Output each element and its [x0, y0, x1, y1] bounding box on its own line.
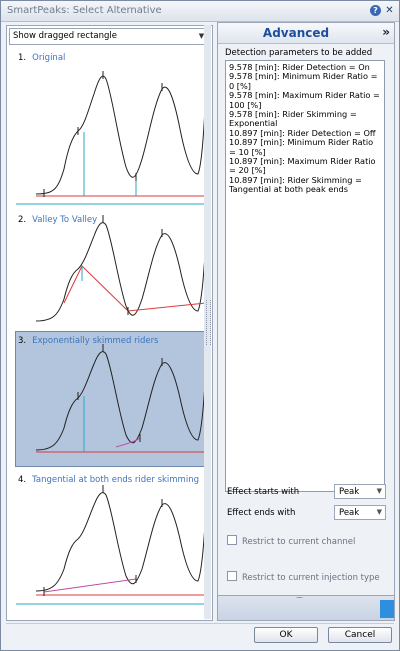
- param-line: 10.897 [min]: Minimum Rider Ratio = 10 [%]: [229, 137, 374, 157]
- restrict-channel-label: Restrict to current channel: [242, 537, 356, 547]
- alternative-exponentially-skimmed[interactable]: [15, 331, 210, 467]
- window-title: SmartPeaks: Select Alternative: [7, 5, 162, 16]
- effect-starts-value: Peak: [339, 487, 360, 497]
- restrict-channel-checkbox[interactable]: [227, 535, 355, 547]
- collapsed-panel-strip[interactable]: [218, 595, 394, 620]
- chromatogram-exponentially-skimmed: [16, 332, 209, 466]
- param-line: 10.897 [min]: Maximum Rider Ratio = 20 [%]: [229, 156, 376, 176]
- splitter-grip-icon[interactable]: [206, 300, 211, 345]
- param-line: 9.578 [min]: Rider Detection = On: [229, 62, 370, 72]
- accent-block: [380, 600, 394, 618]
- checkbox-box[interactable]: [227, 571, 237, 581]
- chromatogram-valley-to-valley: [16, 211, 209, 351]
- title-bar: [1, 1, 399, 22]
- detection-params-list[interactable]: [225, 60, 385, 492]
- param-line: 9.578 [min]: Maximum Rider Ratio = 100 [%]: [229, 90, 380, 110]
- param-line: 9.578 [min]: Minimum Rider Ratio = 0 [%]: [229, 71, 378, 91]
- advanced-title: Advanced: [262, 26, 330, 40]
- effect-ends-value: Peak: [339, 508, 360, 518]
- advanced-panel: [217, 22, 395, 621]
- effect-ends-select[interactable]: [334, 505, 386, 520]
- chromatogram-tangential-skimming: [16, 471, 209, 616]
- param-line: 10.897 [min]: Rider Detection = Off: [229, 127, 376, 138]
- expand-icon[interactable]: »: [382, 25, 390, 39]
- restrict-injection-label: Restrict to current injection type: [242, 573, 380, 583]
- param-line: 10.897 [min]: Rider Skimming = Tangential at both peak ends: [229, 174, 362, 195]
- alternative-number: 2.: [18, 215, 27, 225]
- alternative-number: 3.: [18, 336, 27, 346]
- effect-starts-label: Effect starts with: [227, 487, 300, 497]
- help-icon[interactable]: ?: [370, 5, 381, 16]
- alternative-number: 1.: [18, 53, 27, 63]
- panel-splitter[interactable]: [204, 25, 211, 619]
- close-icon[interactable]: ✕: [385, 5, 394, 16]
- alternative-name: Valley To Valley: [32, 215, 98, 225]
- alternative-original[interactable]: [16, 49, 209, 209]
- cancel-button[interactable]: Cancel: [328, 627, 392, 643]
- alternatives-panel: [6, 25, 213, 621]
- alternative-name: Original: [32, 53, 66, 63]
- effect-starts-select[interactable]: [334, 484, 386, 499]
- resize-grip-icon[interactable]: ·····: [296, 594, 303, 602]
- alternative-name: Exponentially skimmed riders: [32, 336, 159, 346]
- alternative-valley-to-valley[interactable]: [16, 211, 209, 351]
- alternative-number: 4.: [18, 475, 27, 485]
- alternative-name: Tangential at both ends rider skimming: [32, 475, 199, 485]
- chevron-down-icon[interactable]: ▼: [198, 32, 205, 40]
- chevron-down-icon: ▼: [376, 508, 382, 516]
- restrict-injection-checkbox[interactable]: [227, 571, 380, 583]
- chromatogram-original: [16, 49, 209, 209]
- param-line: 9.578 [min]: Rider Skimming = Exponential: [229, 109, 357, 129]
- advanced-header[interactable]: [218, 23, 394, 44]
- chevron-down-icon: ▼: [376, 487, 382, 495]
- detection-params-label: Detection parameters to be added: [225, 48, 373, 58]
- effect-ends-label: Effect ends with: [227, 508, 296, 518]
- ok-button[interactable]: OK: [254, 627, 318, 643]
- display-mode-dropdown[interactable]: [9, 28, 210, 45]
- alternative-tangential-skimming[interactable]: [16, 471, 209, 616]
- display-mode-value: Show dragged rectangle: [13, 31, 117, 41]
- checkbox-box[interactable]: [227, 535, 237, 545]
- dialog-footer: [6, 623, 394, 647]
